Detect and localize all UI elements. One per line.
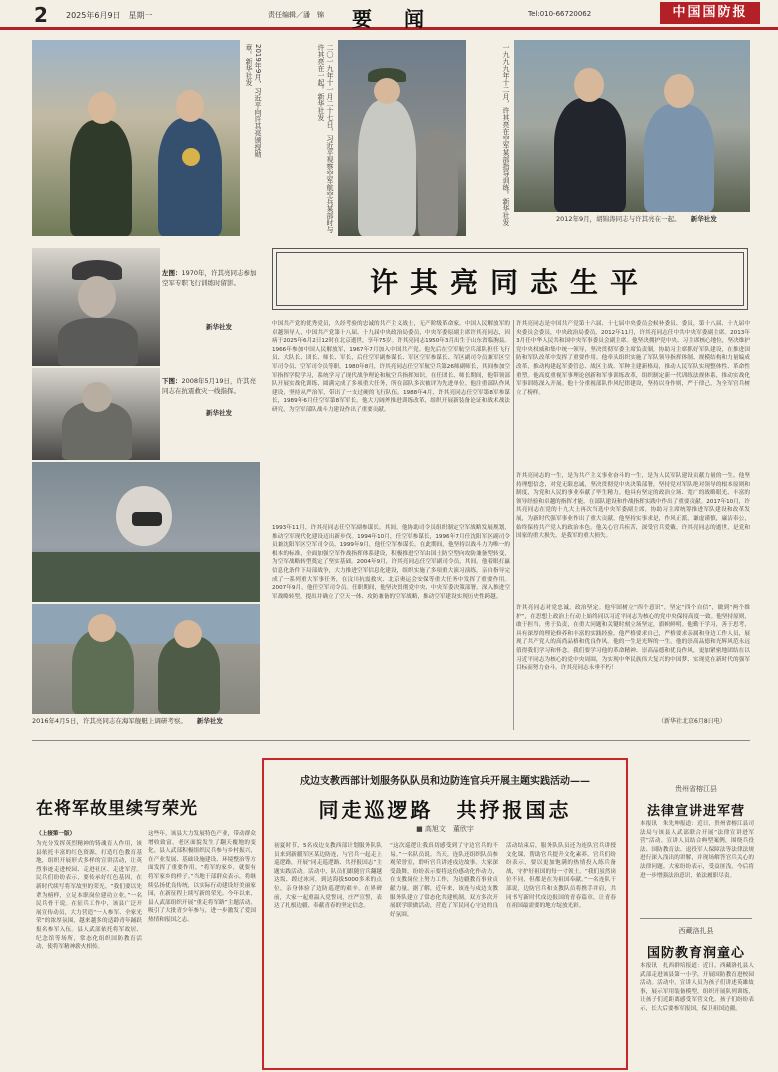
bio-column-4: 许其亮同志的一生，是为共产主义事业奋斗的一生，是为人民军队建设贡献力量的一生。他坚持理想信念，对党无限忠诚，坚决贯彻党中央决策部署，坚持党对军队绝对领导的根本原则和制度，为党和人民的事业奉献了毕生精力。他具有坚定的政治立场、宽广的战略眼光、丰富的领导经验和卓越的指挥才能，在部队建设和作战指挥实践中作出了重要贡献。2017年10月，许其亮同志在党的十九大上再次当选中央军委副主席，协助习主席统筹推进军队建设和改革发展，为新时代强军事业作出了重大贡献。他坚持实事求是，作风正派，谦虚谨慎，廉洁奉公，始终保持共产党人的政治本色。他关心官兵疾苦，深受官兵爱戴。许其亮同志的逝世，是党和国家的重大损失，是我军的重大损失。	[516, 473, 750, 540]
feature-column-2: “这次巡逻让我真切感受到了守边官兵的不易。”一名队员说。当天，连队还组织队员参观荣誉室，聆听官兵讲述戍边故事。大家深受鼓舞，纷纷表示要将这份感动化作动力，在支教岗位上努力工作，为边疆教育事业贡献力量。据了解，近年来，该连与戍边支教服务队建立了常态化共建机制，双方多次开展联学联做活动，营造了军民同心守边的良好氛围。	[390, 843, 498, 918]
brief-text-top: 本报讯 朱先坤报道：近日，贵州省榕江县司法局与该县人武部联合开展“法律宣讲进军营”活动。宣讲人员结合典型案例，围绕兵役法、国防教育法、退役军人保障法等法律法规进行深入浅出的讲解，并现场解答官兵关心的法律问题。大家纷纷表示，受益匪浅，今后将进一步增强法治意识，依法履职尽责。	[640, 821, 754, 879]
brief-divider	[640, 918, 752, 919]
bio-column-3: 许其亮同志是中国共产党第十六届、十七届中央委员会候补委员、委员，第十八届、十九届中央委员会委员，中央政治局委员。2012年11月，许其亮同志任中共中央军委副主席。2013年3月任中华人民共和国中央军事委员会副主席。他坚决拥护党中央、习主席核心地位，坚决维护党中央权威和集中统一领导，坚决贯彻军委主席负责制，协助习主席抓好军队建设，在推进国防和军队改革中发挥了重要作用。他牵头组织实施了军队领导指挥体制、规模结构和力量编成改革，推动构建起军委管总、战区主战、军种主建新格局，推动人民军队实现整体性、革命性重塑。他高度重视军事理论创新和军事训练改革，组织制定新一代训练法规体系，推动实战化军事训练深入开展。他十分重视部队作风纪律建设，坚持以身作则，严于律己，为全军官兵树立了榜样。	[516, 321, 750, 396]
photo-credit-6: 新华社发	[206, 409, 232, 417]
article-title-left: 在将军故里续写荣光	[36, 799, 198, 819]
newspaper-logo: 中国国防报	[660, 2, 760, 24]
column-divider	[513, 320, 514, 730]
telephone: Tel:010-66720062	[528, 10, 592, 18]
section-title: 要 闻	[352, 7, 430, 31]
bio-column-5: 许其亮同志对党忠诚，政治坚定。他牢固树立“四个意识”，坚定“四个自信”，做到“两个维护”，在思想上政治上行动上始终同以习近平同志为核心的党中央保持高度一致。他坚持原则，敢于担当，勇于负责，在重大问题和关键时刻立场坚定，旗帜鲜明。他勤于学习，善于思考，具有深厚的理论修养和丰富的实践经验。他严格要求自己，严格要求亲属和身边工作人员，展现了共产党人的高尚品格和优良作风。他的一生是光辉的一生，他的崇高品德和光辉风范永远值得我们学习和怀念。我们要学习他的革命精神、崇高品德和优良作风，更加紧密地团结在以习近平同志为核心的党中央周围，为实现中华民族伟大复兴的中国梦、实现党在新时代的强军目标而努力奋斗。许其亮同志永垂不朽！	[516, 605, 750, 672]
photo-earthquake-relief	[32, 368, 160, 460]
feature-kicker: 戍边支教西部计划服务队队员和边防连官兵开展主题实践活动——	[300, 776, 590, 787]
photo-credit-7: 新华社发	[196, 717, 223, 725]
brief-title-bottom: 国防教育润童心	[646, 946, 745, 961]
photo-award-ceremony	[32, 40, 240, 236]
article-left-column-2: 这些年，该县大力发展特色产业，带动群众增收致富，老区面貌发生了翻天覆地的变化。县人武部积极组织民兵参与乡村振兴，在产业发展、基础设施建设、环境整治等方面发挥了重要作用。“将军的家乡，就要有将军家乡的样子。”当地干部群众表示，将继续弘扬优良传统，以实际行动建设好美丽家园，在新征程上续写新的荣光。今年以来，县人武部组织开展“重走将军路”主题活动，吸引了大批青少年参与，进一步激发了爱国热情和报国之志。	[148, 831, 256, 923]
editor-credit: 责任编辑／潘 锦	[268, 11, 324, 19]
photo-credit-5: 新华社发	[206, 323, 232, 331]
article-dateline-left: （上接第一版）	[36, 831, 76, 837]
brief-title-top: 法律宣讲进军营	[646, 804, 745, 819]
photo-pilot-portrait-1970	[32, 248, 160, 366]
photo-naval-inspection	[32, 604, 260, 714]
photo-credit-4: 新华社发	[690, 215, 717, 223]
feature-byline: ■ 高旭文 董欣宇	[416, 825, 474, 833]
photo-caption-3: 一九九九年十二月，许其亮在空军某部指导训练。新华社发	[502, 44, 510, 226]
headline-box	[272, 248, 748, 310]
brief-location-top: 贵州省榕江县	[675, 785, 717, 793]
brief-location-bottom: 西藏洛扎县	[678, 927, 714, 935]
feature-article	[262, 758, 628, 1070]
bio-column-1: 中国共产党的优秀党员，久经考验的忠诚的共产主义战士，无产阶级革命家，中国人民解放军的卓越领导人，中国共产党第十八届、十九届中央政治局委员，中央军委原副主席许其亮同志，因病于2025年6月2日12时在北京逝世，享年75岁。许其亮同志1950年3月出生于山东省临朐县。1966年参加中国人民解放军，1967年7月加入中国共产党。他先后在空军航空兵部队担任飞行员、大队长、团长、师长、军长，后任空军副参谋长、军区空军参谋长、军区副司令员兼军区空军司令员、空军司令员等职。1980年8月，许其亮同志任空军航空兵第26师副师长，其间参加空军指挥学院学习，系统学习了现代战争理论和航空兵指挥知识。在任团长、师长期间，他带领部队开展实战化训练，圆满完成了多项重大任务，所在部队多次被评为先进单位。他注重部队作风建设，坚持从严治军，带出了一支过硬的飞行队伍。1988年4月，许其亮同志任空军第8军参谋长，1989年6月任空军第8军军长。他大刀阔斧推进训练改革，组织开展新装备论证和战术战法研究，为空军部队战斗力建设作出了重要贡献。	[272, 321, 510, 413]
photo-pilot-cockpit	[32, 462, 260, 602]
section-divider	[32, 740, 750, 741]
brief-text-bottom: 本报讯 扎西群培报道：近日，西藏洛扎县人武部走进该县第一小学，开展国防教育进校园活动。活动中，宣讲人员为孩子们讲述英雄故事，展示军用装备模型，组织开展队列训练，让孩子们近距离感受军营文化。孩子们纷纷表示，长大后要参军报国，保卫祖国边疆。	[640, 963, 754, 1012]
photo-caption-1: 2019年9月，习近平向许其亮颁授勋章。新华社发	[245, 44, 262, 158]
feature-column-1: 初夏时节，5名戍边支教西部计划服务队队员来到新疆军区某边防连，与官兵一起走上巡逻路，开展“同走巡逻路、共抒报国志”主题实践活动。活动中，队员们跟随官兵翻越达坂、蹚过冰河，到达海拔5000多米的点位，亲身体验了边防巡逻的艰辛。在界碑前，大家一起重温入党誓词，庄严宣誓，表达了扎根边疆、奉献青春的坚定信念。	[274, 843, 382, 910]
article-left-column-1: 为充分发挥英烈精神的铸魂育人作用，该县依托丰富的红色资源，打造红色教育基地，组织开展形式多样的宣讲活动，让英烈事迹走进校园、走进社区、走进军营。民兵们纷纷表示，要传承好红色基因，在新时代续写将军故里的荣光。“我们要以先辈为榜样，立足本职岗位建功立业。”一名民兵骨干说。在征兵工作中，该县广泛开展宣传动员，大力营造“一人参军、全家光荣”的浓厚氛围，越来越多的适龄青年踊跃报名参军入伍。县人武部依托将军故居、纪念馆等场所，常态化组织国防教育活动，使将军精神薪火相传。	[36, 841, 142, 951]
photo-caption-4: 2012年9月，胡锦涛同志与许其亮在一起。 新华社发	[556, 215, 717, 223]
bio-column-2: 1993年11月，许其亮同志任空军副参谋长。其间，他协助司令员组织制定空军战略发展规划，推动空军现代化建设迈出新步伐。1994年10月，任空军参谋长，1996年7月任沈阳军区副司令员兼沈阳军区空军司令员。1999年9月，他任空军参谋长。在此期间，他坚持以战斗力为唯一的根本的标准，全面加强空军作战指挥体系建设，积极推进空军由国土防空型向攻防兼备型转变，为空军战略转型奠定了坚实基础。2004年9月，许其亮同志任空军副司令员，其间，他着眼打赢信息化条件下局部战争，大力推进空军信息化建设，组织实施了多项重大演习演练，亲自指导完成了一系列重大军事任务，在汶川抗震救灾、北京奥运会安保等重大任务中发挥了重要作用。2007年9月，他任空军司令员。任职期间，他坚决贯彻党中央、中央军委决策部署，深入推进空军战略转型，提出并确立了空天一体、攻防兼备的空军战略，推动空军建设实现历史性跨越。	[272, 525, 510, 600]
main-headline: 许其亮同志生平	[369, 266, 650, 299]
photo-caption-5: 左图：1970年，许其亮同志参加空军专职飞行训练时留影。	[162, 269, 257, 287]
feature-title: 同走巡逻路 共抒报国志	[318, 798, 572, 822]
photo-caption-6: 下图：2008年5月19日，许其亮同志在抗震救灾一线指挥。	[162, 377, 256, 395]
masthead	[0, 0, 778, 30]
source-note: （新华社北京6月8日电）	[658, 718, 726, 725]
photo-airfield-inspection	[338, 40, 466, 236]
issue-date: 2025年6月9日 星期一	[66, 11, 153, 20]
page-number: 2	[34, 3, 48, 27]
photo-caption-7: 2016年4月5日，许其亮同志在海军舰艇上调研考察。 新华社发	[32, 717, 223, 725]
feature-column-3: 活动结束后，服务队队员还为连队官兵讲授文化课，帮助官兵提升文化素养。官兵们纷纷表示，要以更加饱满的热情投入练兵备战，守护好祖国的每一寸领土。“我们虽然岗位不同，但都是在为祖国奉献。”一名连队干部说，边防官兵和支教队员将携手并肩，共同书写新时代戍边报国的青春篇章，让青春在祖国最需要的地方绽放光彩。	[506, 843, 616, 910]
photo-handshake	[514, 40, 750, 212]
photo-caption-2: 二〇一九年十一月二十七日，习近平视察空军航空兵某部时与许其亮在一起。新华社发	[317, 44, 334, 233]
